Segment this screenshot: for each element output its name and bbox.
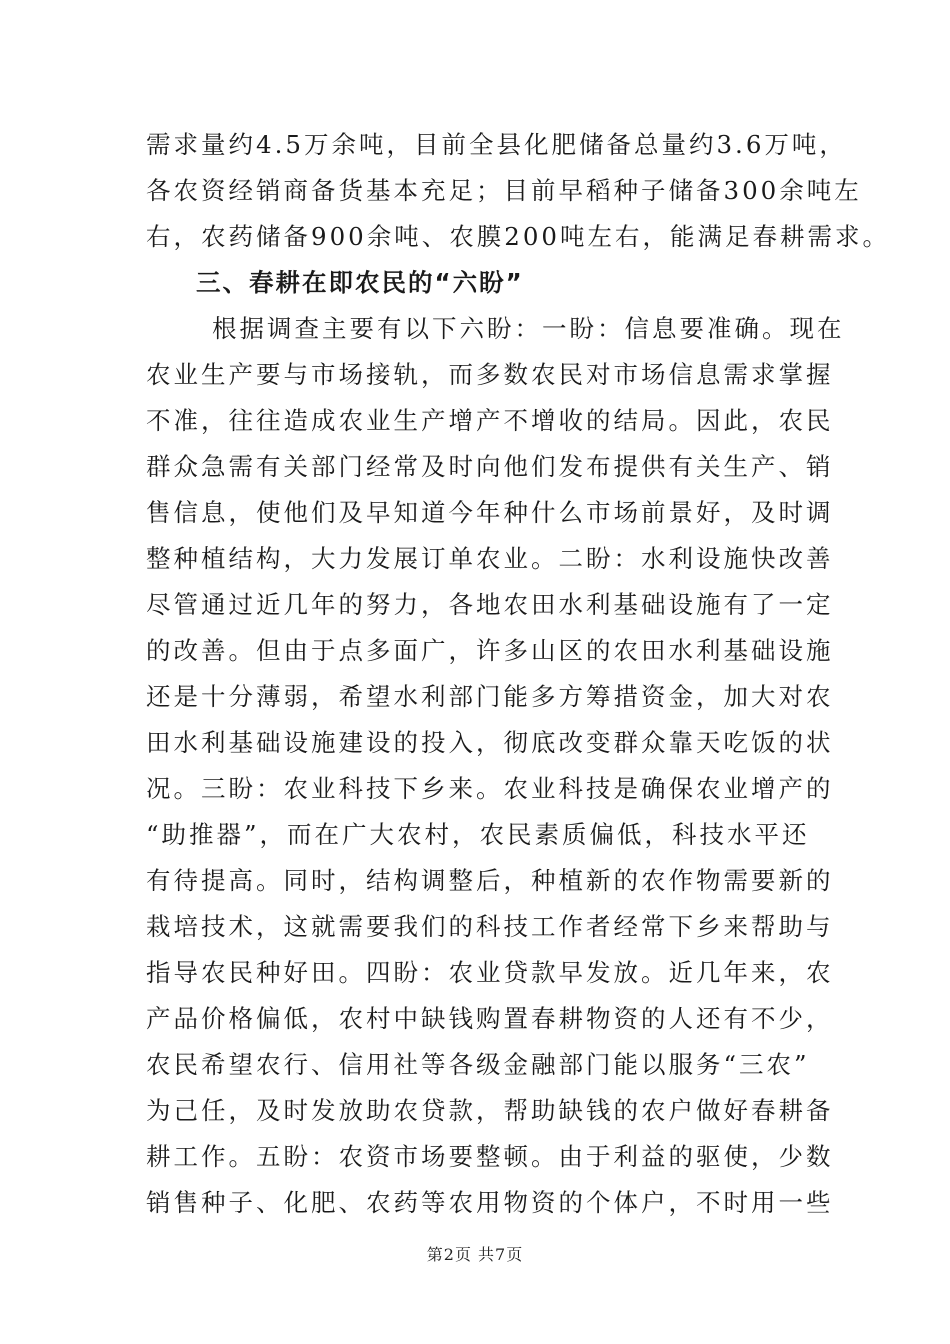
text-line: 为己任，及时发放助农贷款，帮助缺钱的农户做好春耕备 — [146, 1096, 834, 1125]
text-line: 售信息，使他们及早知道今年种什么市场前景好，及时调 — [146, 498, 834, 527]
text-line: 整种植结构，大力发展订单农业。二盼：水利设施快改善 — [146, 544, 834, 573]
text-line: “助推器”，而在广大农村，农民素质偏低，科技水平还 — [146, 820, 810, 849]
text-line: 不准，往往造成农业生产增产不增收的结局。因此，农民 — [146, 406, 834, 435]
text-line: 需求量约4.5万余吨，目前全县化肥储备总量约3.6万吨， — [146, 130, 847, 159]
text-line: 耕工作。五盼：农资市场要整顿。由于利益的驱使，少数 — [146, 1142, 834, 1171]
section-heading: 三、春耕在即农民的“六盼” — [196, 268, 524, 297]
page-number-footer: 第2页 共7页 — [426, 1245, 524, 1264]
text-line: 尽管通过近几年的努力，各地农田水利基础设施有了一定 — [146, 590, 834, 619]
text-line: 栽培技术，这就需要我们的科技工作者经常下乡来帮助与 — [146, 912, 834, 941]
text-line: 田水利基础设施建设的投入，彻底改变群众靠天吃饭的状 — [146, 728, 834, 757]
text-line: 农民希望农行、信用社等各级金融部门能以服务“三农” — [146, 1050, 810, 1079]
text-line: 的改善。但由于点多面广，许多山区的农田水利基础设施 — [146, 636, 834, 665]
document-body — [146, 122, 891, 1226]
text-line: 各农资经销商备货基本充足；目前早稻种子储备300余吨左 — [146, 176, 862, 205]
text-line: 右，农药储备900余吨、农膜200吨左右，能满足春耕需求。 — [146, 222, 891, 251]
text-line: 产品价格偏低，农村中缺钱购置春耕物资的人还有不少， — [146, 1004, 834, 1033]
text-line: 销售种子、化肥、农药等农用物资的个体户，不时用一些 — [146, 1188, 834, 1217]
paragraph-first-line: 根据调查主要有以下六盼：一盼：信息要准确。现在 — [212, 314, 845, 343]
text-line: 况。三盼：农业科技下乡来。农业科技是确保农业增产的 — [146, 774, 834, 803]
text-line: 还是十分薄弱，希望水利部门能多方筹措资金，加大对农 — [146, 682, 834, 711]
text-line: 有待提高。同时，结构调整后，种植新的农作物需要新的 — [146, 866, 834, 895]
text-line: 农业生产要与市场接轨，而多数农民对市场信息需求掌握 — [146, 360, 834, 389]
text-line: 指导农民种好田。四盼：农业贷款早发放。近几年来，农 — [146, 958, 834, 987]
text-line: 群众急需有关部门经常及时向他们发布提供有关生产、销 — [146, 452, 834, 481]
